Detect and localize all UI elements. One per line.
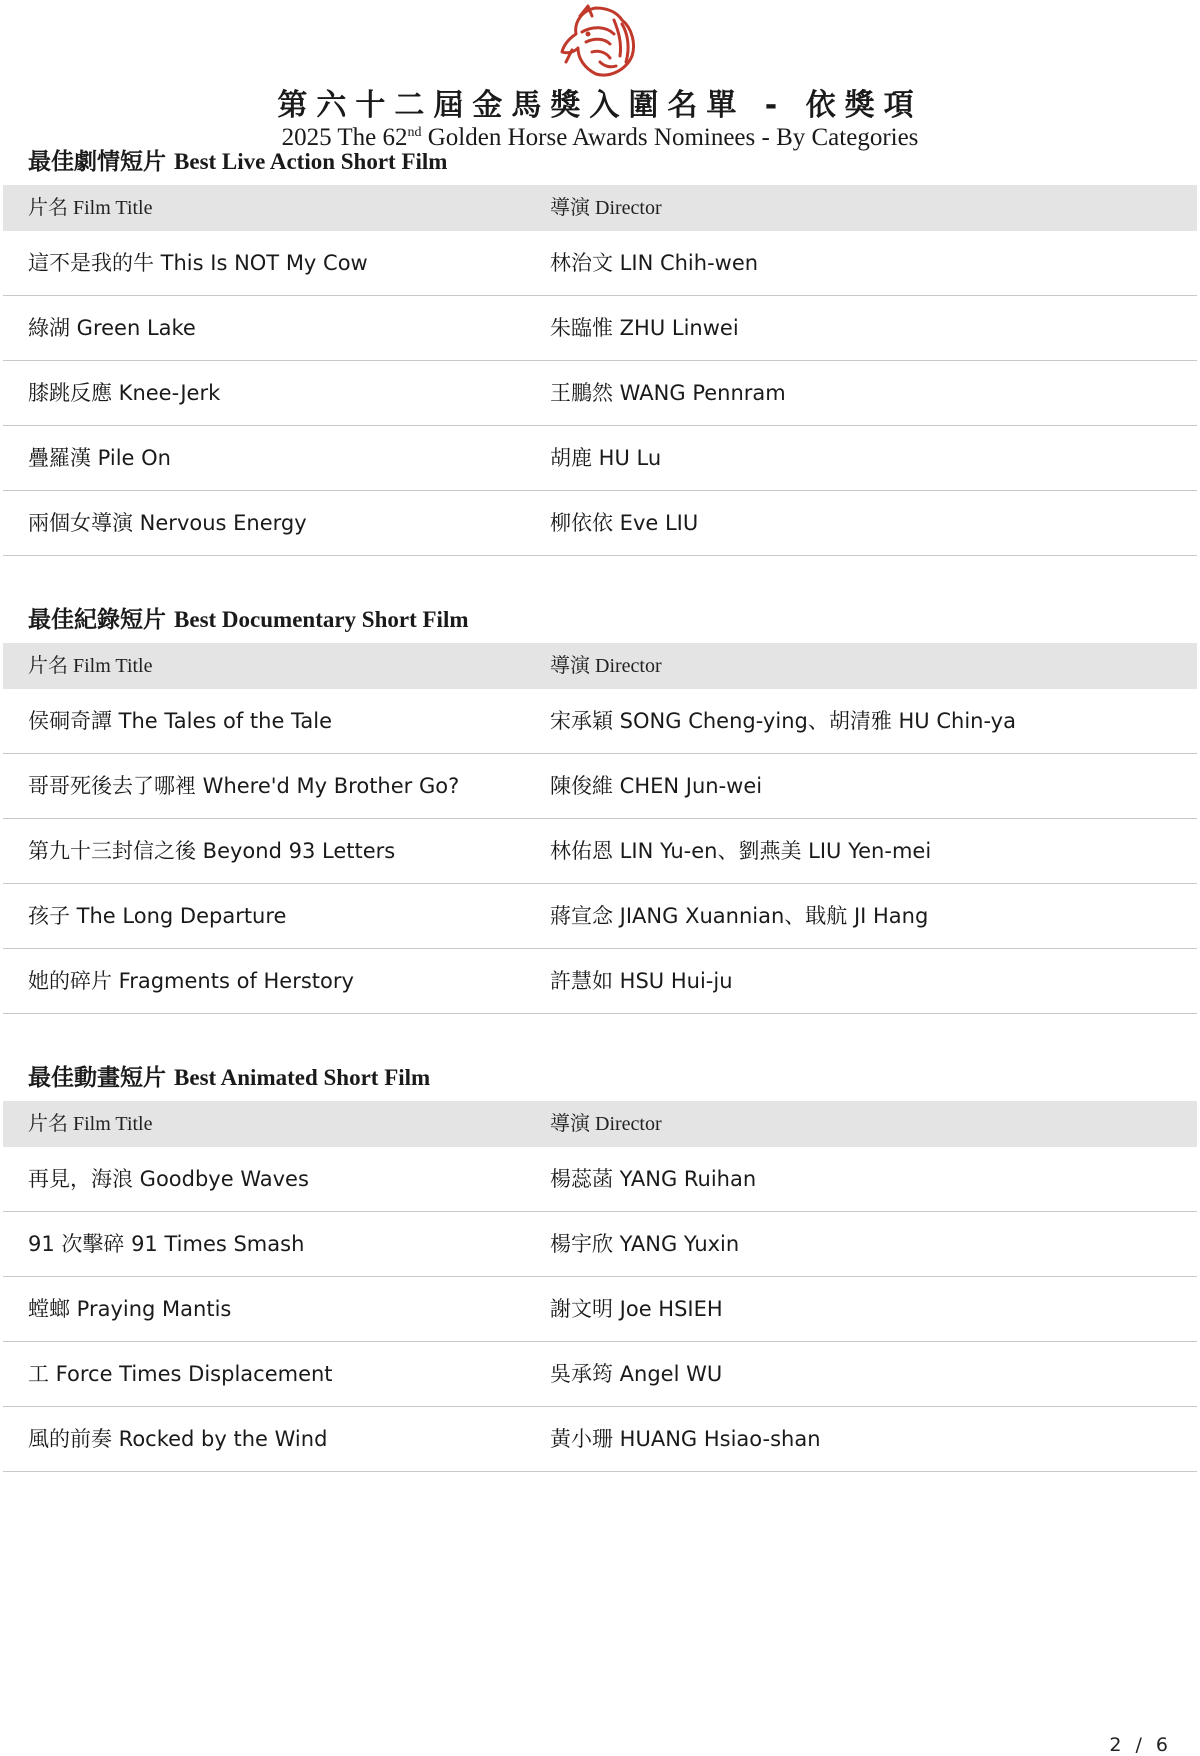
col-film-title: 片名 Film Title — [28, 655, 153, 677]
col-film-title: 片名 Film Title — [28, 197, 153, 219]
film-title: 兩個女導演 Nervous Energy — [28, 511, 307, 535]
table-row — [3, 1407, 1197, 1472]
film-title: 膝跳反應 Knee-Jerk — [28, 381, 221, 405]
table-row — [3, 819, 1197, 884]
director: 楊宇欣 YANG Yuxin — [550, 1232, 740, 1256]
section-title: 最佳動畫短片 Best Animated Short Film — [28, 1065, 431, 1091]
col-director: 導演 Director — [550, 197, 662, 219]
table-row — [3, 884, 1197, 949]
film-title: 第九十三封信之後 Beyond 93 Letters — [28, 839, 396, 863]
director: 柳依依 Eve LIU — [550, 511, 699, 535]
film-title: 孩子 The Long Departure — [28, 904, 287, 928]
table-row — [3, 1277, 1197, 1342]
film-title: 螳螂 Praying Mantis — [28, 1297, 232, 1321]
film-title: 工 Force Times Displacement — [28, 1362, 333, 1386]
film-title: 她的碎片 Fragments of Herstory — [28, 969, 354, 993]
page-title-en: 2025 The 62nd Golden Horse Awards Nominees - By Categories — [281, 124, 919, 151]
table-row — [3, 949, 1197, 1014]
table-row — [3, 689, 1197, 754]
col-director: 導演 Director — [550, 1113, 662, 1135]
film-title: 再見，海浪 Goodbye Waves — [28, 1167, 309, 1191]
table-header — [3, 643, 1197, 689]
page-number: 2 / 6 — [1109, 1734, 1172, 1756]
section-title: 最佳紀錄短片 Best Documentary Short Film — [28, 607, 469, 633]
director: 吳承筠 Angel WU — [550, 1362, 723, 1386]
director: 許慧如 HSU Hui-ju — [550, 969, 733, 993]
director: 黃小珊 HUANG Hsiao-shan — [550, 1427, 821, 1451]
film-title: 疊羅漢 Pile On — [28, 446, 171, 470]
table-row — [3, 491, 1197, 556]
table-row — [3, 1212, 1197, 1277]
director: 朱臨惟 ZHU Linwei — [550, 316, 739, 340]
page-title-zh: 第六十二屆金馬獎入圍名單 - 依獎項 — [277, 88, 923, 123]
table-row — [3, 296, 1197, 361]
col-film-title: 片名 Film Title — [28, 1113, 153, 1135]
film-title: 風的前奏 Rocked by the Wind — [28, 1427, 328, 1451]
table-row — [3, 1342, 1197, 1407]
director: 楊蕊菡 YANG Ruihan — [550, 1167, 757, 1191]
film-title: 91 次擊碎 91 Times Smash — [28, 1232, 305, 1256]
film-title: 這不是我的牛 This Is NOT My Cow — [28, 251, 368, 275]
director: 蔣宣念 JIANG Xuannian、戢航 JI Hang — [550, 904, 929, 928]
col-director: 導演 Director — [550, 655, 662, 677]
director: 胡鹿 HU Lu — [550, 446, 662, 470]
section-title: 最佳劇情短片 Best Live Action Short Film — [28, 149, 448, 175]
table-row — [3, 231, 1197, 296]
director: 林治文 LIN Chih-wen — [550, 251, 759, 275]
table-row — [3, 1147, 1197, 1212]
film-title: 侯硐奇譚 The Tales of the Tale — [28, 709, 333, 733]
table-header — [3, 185, 1197, 231]
film-title: 綠湖 Green Lake — [28, 316, 196, 340]
director: 謝文明 Joe HSIEH — [550, 1297, 723, 1321]
director: 王鵬然 WANG Pennram — [550, 381, 786, 405]
table-row — [3, 361, 1197, 426]
golden-horse-logo-icon — [552, 4, 640, 80]
table-row — [3, 426, 1197, 491]
director: 陳俊維 CHEN Jun-wei — [550, 774, 763, 798]
table-header — [3, 1101, 1197, 1147]
film-title: 哥哥死後去了哪裡 Where'd My Brother Go? — [28, 774, 460, 798]
director: 林佑恩 LIN Yu-en、劉燕美 LIU Yen-mei — [550, 839, 932, 863]
table-row — [3, 754, 1197, 819]
director: 宋承穎 SONG Cheng-ying、胡清雅 HU Chin-ya — [550, 709, 1016, 733]
